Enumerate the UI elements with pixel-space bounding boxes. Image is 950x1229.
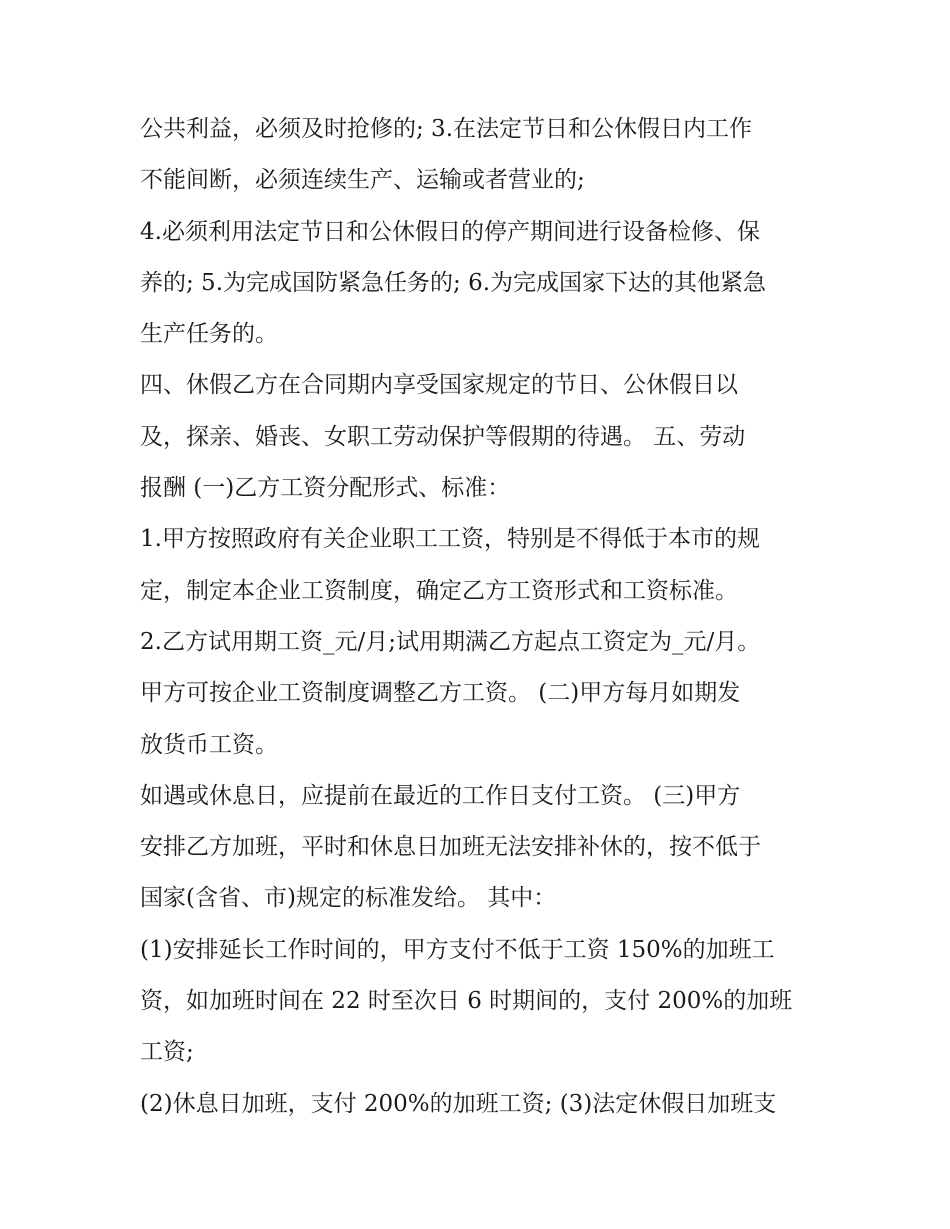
text-line: 生产任务的。 (140, 321, 278, 348)
text-line: (1)安排延长工作时间的，甲方支付不低于工资 150%的加班工 (140, 936, 775, 963)
text-line: 安排乙方加班，平时和休息日加班无法安排补休的，按不低于 (140, 834, 761, 861)
text-line: 放货币工资。 (140, 731, 278, 758)
text-line: 如遇或休息日，应提前在最近的工作日支付工资。 (三)甲方 (140, 782, 741, 809)
text-line: 2.乙方试用期工资_元/月;试用期满乙方起点工资定为_元/月。 (140, 628, 761, 655)
text-line: 1.甲方按照政府有关企业职工工资，特别是不得低于本市的规 (140, 526, 760, 553)
text-line: 公共利益，必须及时抢修的; 3.在法定节日和公休假日内工作 (140, 116, 753, 142)
text-line: 及，探亲、婚丧、女职工劳动保护等假期的待遇。 五、劳动 (140, 423, 746, 450)
text-line: 不能间断，必须连续生产、运输或者营业的; (140, 167, 585, 194)
text-line: 报酬 (一)乙方工资分配形式、标准： (140, 475, 511, 502)
contract-text (140, 104, 820, 1130)
text-line: 国家(含省、市)规定的标准发给。 其中： (140, 885, 557, 912)
text-line: 四、休假乙方在合同期内享受国家规定的节日、公休假日以 (140, 372, 738, 399)
text-line: 定，制定本企业工资制度，确定乙方工资形式和工资标准。 (140, 577, 738, 604)
text-line: 4.必须利用法定节日和公休假日的停产期间进行设备检修、保 (140, 218, 760, 245)
text-line: (2)休息日加班，支付 200%的加班工资; (3)法定休假日加班支 (140, 1090, 777, 1117)
text-line: 工资; (140, 1039, 194, 1066)
text-line: 养的; 5.为完成国防紧急任务的; 6.为完成国家下达的其他紧急 (140, 269, 767, 296)
text-line: 甲方可按企业工资制度调整乙方工资。 (二)甲方每月如期发 (140, 680, 741, 707)
text-line: 资，如加班时间在 22 时至次日 6 时期间的，支付 200%的加班 (140, 988, 793, 1015)
